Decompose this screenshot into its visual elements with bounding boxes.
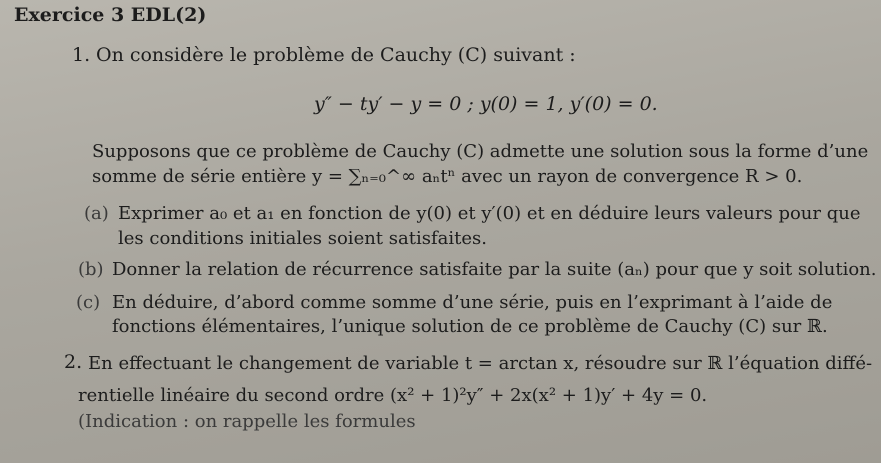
q1b-label: (b) [78, 259, 104, 280]
q1a-line2: les conditions initiales soient satisfaites. [118, 228, 487, 249]
q1c-label: (c) [76, 292, 101, 313]
q1c-line1: En déduire, d’abord comme somme d’une série, puis en l’exprimant à l’aide de [112, 292, 833, 313]
q1-paragraph-line1: Supposons que ce problème de Cauchy (C) admette une solution sous la forme d’une [92, 141, 869, 162]
q2-number: 2. [64, 351, 83, 373]
q1b-line1: Donner la relation de récurrence satisfaite par la suite (aₙ) pour que y soit solution. [112, 259, 877, 280]
q1-number: 1. [72, 44, 91, 66]
q1-paragraph-line2: somme de série entière y = ∑ₙ₌₀^∞ aₙtⁿ avec un rayon de convergence R > 0. [92, 166, 803, 187]
q1c-line2: fonctions élémentaires, l’unique solution de ce problème de Cauchy (C) sur ℝ. [112, 316, 828, 337]
q2-line2: rentielle linéaire du second ordre (x² + 1)²y″ + 2x(x² + 1)y′ + 4y = 0. [78, 385, 708, 406]
q1a-label: (a) [84, 203, 109, 224]
q1-intro: On considère le problème de Cauchy (C) suivant : [96, 44, 576, 66]
q1a-line1: Exprimer a₀ et a₁ en fonction de y(0) et y′(0) et en déduire leurs valeurs pour que [118, 203, 861, 224]
q2-indication: (Indication : on rappelle les formules [78, 411, 416, 432]
cauchy-equation: y″ − ty′ − y = 0 ; y(0) = 1, y′(0) = 0. [314, 93, 658, 115]
exercise-title: Exercice 3 EDL(2) [14, 4, 207, 26]
q2-line1: En effectuant le changement de variable t = arctan x, résoudre sur ℝ l’équation diffé- [88, 353, 873, 374]
